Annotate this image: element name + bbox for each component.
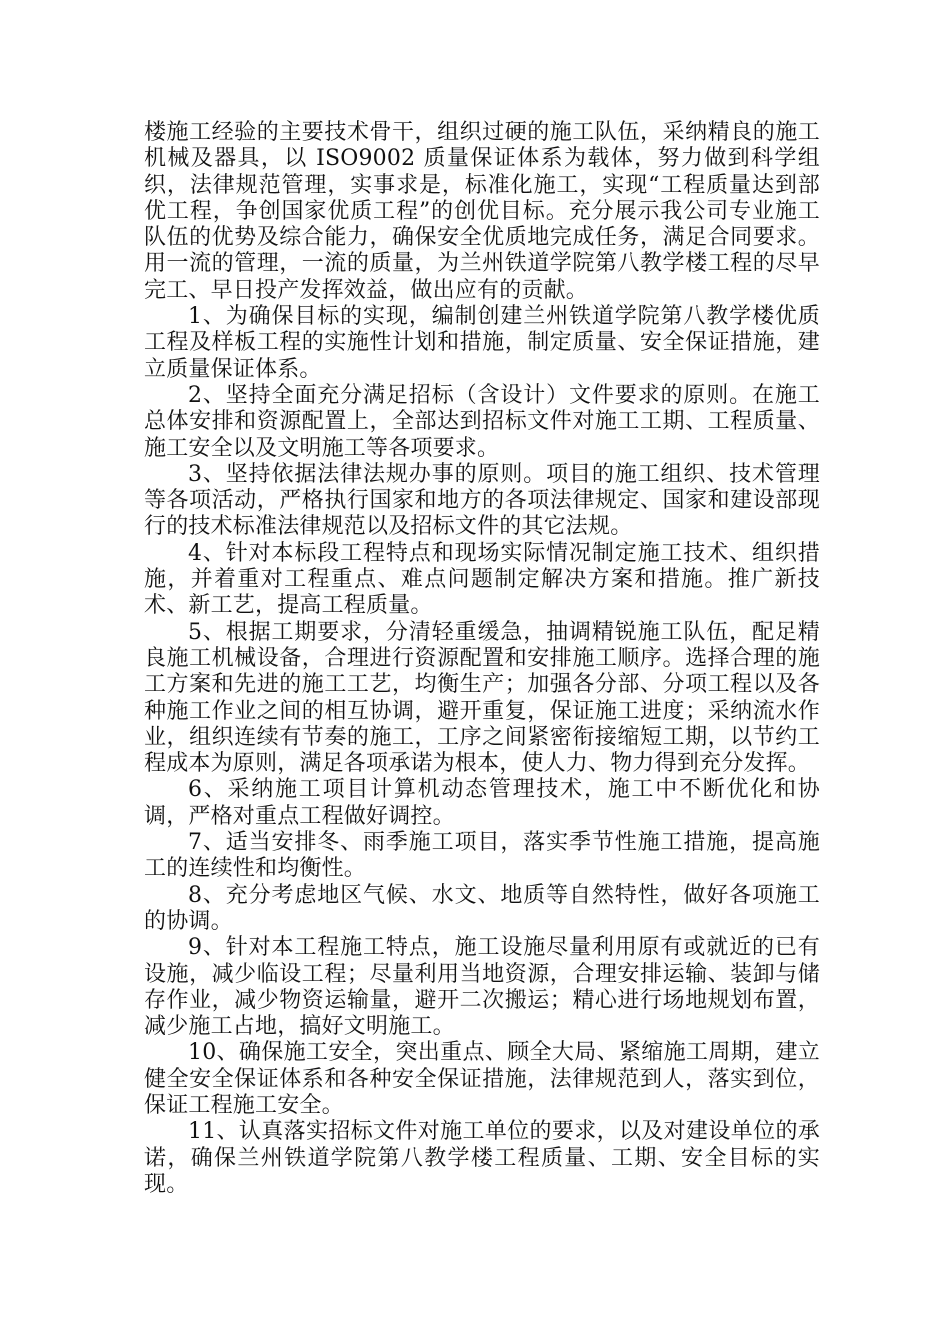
document-body xyxy=(144,120,820,1198)
paragraph-item-7: 7、适当安排冬、雨季施工项目，落实季节性施工措施，提高施工的连续性和均衡性。 xyxy=(144,830,820,882)
paragraph-item-11: 11、认真落实招标文件对施工单位的要求，以及对建设单位的承诺，确保兰州铁道学院第八教学楼工程质量、工期、安全目标的实现。 xyxy=(144,1119,820,1197)
paragraph-intro: 楼施工经验的主要技术骨干，组织过硬的施工队伍，采纳精良的施工机械及器具，以 ISO9002 质量保证体系为载体，努力做到科学组织，法律规范管理，实事求是，标准化施工，实现“工程质量达到部优工程，争创国家优质工程”的创优目标。充分展示我公司专业施工队伍的优势及综合能力，确保安全优质地完成任务，满足合同要求。用一流的管理，一流的质量，为兰州铁道学院第八教学楼工程的尽早完工、早日投产发挥效益，做出应有的贡献。 xyxy=(144,120,820,303)
paragraph-item-8: 8、充分考虑地区气候、水文、地质等自然特性，做好各项施工的协调。 xyxy=(144,882,820,934)
paragraph-item-1: 1、为确保目标的实现，编制创建兰州铁道学院第八教学楼优质工程及样板工程的实施性计划和措施，制定质量、安全保证措施，建立质量保证体系。 xyxy=(144,304,820,382)
paragraph-item-2: 2、坚持全面充分满足招标（含设计）文件要求的原则。在施工总体安排和资源配置上，全部达到招标文件对施工工期、工程质量、施工安全以及文明施工等各项要求。 xyxy=(144,382,820,461)
paragraph-item-6: 6、采纳施工项目计算机动态管理技术，施工中不断优化和协调，严格对重点工程做好调控。 xyxy=(144,777,820,829)
paragraph-item-5: 5、根据工期要求，分清轻重缓急，抽调精锐施工队伍，配足精良施工机械设备，合理进行资源配置和安排施工顺序。选择合理的施工方案和先进的施工工艺，均衡生产；加强各分部、分项工程以及各种施工作业之间的相互协调，避开重复，保证施工进度；采纳流水作业，组织连续有节奏的施工，工序之间紧密衔接缩短工期，以节约工程成本为原则，满足各项承诺为根本，使人力、物力得到充分发挥。 xyxy=(144,619,820,777)
paragraph-item-4: 4、针对本标段工程特点和现场实际情况制定施工技术、组织措施，并着重对工程重点、难点问题制定解决方案和措施。推广新技术、新工艺，提高工程质量。 xyxy=(144,540,820,619)
paragraph-item-3: 3、坚持依据法律法规办事的原则。项目的施工组织、技术管理等各项活动，严格执行国家和地方的各项法律规定、国家和建设部现行的技术标准法律规范以及招标文件的其它法规。 xyxy=(144,461,820,540)
paragraph-item-9: 9、针对本工程施工特点，施工设施尽量利用原有或就近的已有设施，减少临设工程；尽量利用当地资源，合理安排运输、装卸与储存作业，减少物资运输量，避开二次搬运；精心进行场地规划布置，减少施工占地，搞好文明施工。 xyxy=(144,935,820,1040)
paragraph-item-10: 10、确保施工安全，突出重点、顾全大局、紧缩施工周期，建立健全安全保证体系和各种安全保证措施，法律规范到人，落实到位，保证工程施工安全。 xyxy=(144,1040,820,1118)
